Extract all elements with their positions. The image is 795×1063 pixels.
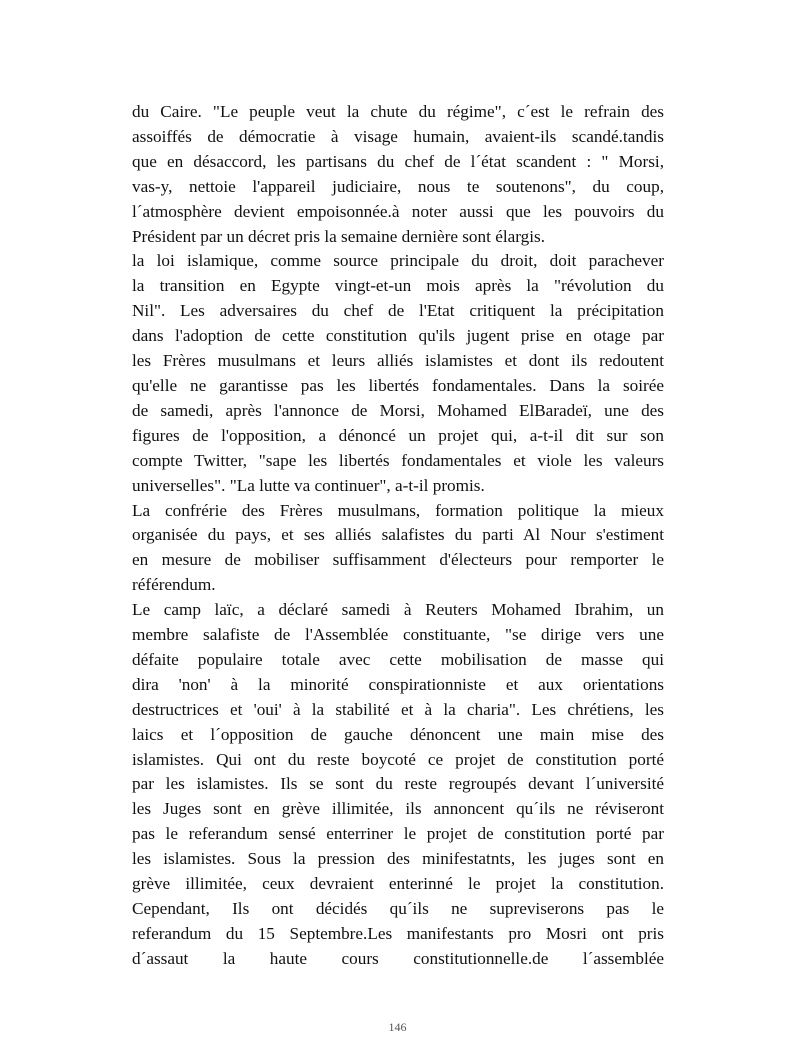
text-line: les islamistes. Sous la pression des minifestatnts, les juges sont en bbox=[132, 849, 664, 869]
text-line: les Frères musulmans et leurs alliés islamistes et dont ils redoutent bbox=[132, 351, 664, 371]
text-line: Président par un décret pris la semaine dernière sont élargis. bbox=[132, 226, 545, 246]
text-line: Cependant, Ils ont décidés qu´ils ne supreviserons pas le bbox=[132, 899, 664, 918]
text-line: l´atmosphère devient empoisonnée.à noter aussi que les pouvoirs du bbox=[132, 201, 664, 221]
text-line: en mesure de mobiliser suffisamment d'électeurs pour remporter le bbox=[132, 550, 664, 570]
text-line: universelles". "La lutte va continuer", a-t-il promis. bbox=[132, 475, 485, 495]
text-line: grève illimitée, ceux devraient enterinné le projet la constitution. bbox=[132, 874, 664, 894]
text-line: la transition en Egypte vingt-et-un mois après la "révolution du bbox=[132, 276, 664, 296]
text-line: dans l'adoption de cette constitution qu'ils jugent prise en otage par bbox=[132, 326, 664, 346]
text-line: défaite populaire totale avec cette mobilisation de masse qui bbox=[132, 649, 664, 669]
text-line: membre salafiste de l'Assemblée constituante, "se dirige vers une bbox=[132, 625, 664, 645]
text-line: figures de l'opposition, a dénoncé un projet qui, a-t-il dit sur son bbox=[132, 425, 664, 445]
text-line: pas le referandum sensé enterriner le projet de constitution porté par bbox=[132, 824, 664, 844]
text-line: du Caire. "Le peuple veut la chute du régime", c´est le refrain des bbox=[132, 102, 664, 121]
text-line: La confrérie des Frères musulmans, formation politique la mieux bbox=[132, 500, 664, 520]
text-line: organisée du pays, et ses alliés salafistes du parti Al Nour s'estiment bbox=[132, 525, 664, 545]
text-line: Nil". Les adversaires du chef de l'Etat critiquent la précipitation bbox=[132, 301, 664, 321]
text-line: referandum du 15 Septembre.Les manifestants pro Mosri ont pris bbox=[132, 923, 664, 943]
text-line: de samedi, après l'annonce de Morsi, Mohamed ElBaradeï, une des bbox=[132, 400, 664, 420]
text-line: laics et l´opposition de gauche dénoncent une main mise des bbox=[132, 724, 664, 744]
text-line: d´assaut la haute cours constitutionnelle.de l´assemblée bbox=[132, 948, 664, 968]
text-line: qu'elle ne garantisse pas les libertés fondamentales. Dans la soirée bbox=[132, 375, 664, 395]
text-line: que en désaccord, les partisans du chef de l´état scandent : " Morsi, bbox=[132, 151, 664, 171]
text-line: islamistes. Qui ont du reste boycoté ce projet de constitution porté bbox=[132, 749, 664, 769]
text-line: compte Twitter, "sape les libertés fondamentales et viole les valeurs bbox=[132, 450, 664, 470]
text-line: assoiffés de démocratie à visage humain, avaient-ils scandé.tandis bbox=[132, 126, 664, 146]
text-line: dira 'non' à la minorité conspirationniste et aux orientations bbox=[132, 674, 664, 694]
page-number: 146 bbox=[388, 1020, 407, 1034]
text-line: par les islamistes. Ils se sont du reste regroupés devant l´université bbox=[132, 774, 664, 794]
text-line: référendum. bbox=[132, 575, 216, 595]
text-line: destructrices et 'oui' à la stabilité et à la charia". Les chrétiens, les bbox=[132, 699, 664, 719]
text-line: vas-y, nettoie l'appareil judiciaire, nous te soutenons", du coup, bbox=[132, 176, 664, 196]
text-line: la loi islamique, comme source principale du droit, doit parachever bbox=[132, 251, 664, 271]
body-text bbox=[132, 100, 664, 972]
text-line: Le camp laïc, a déclaré samedi à Reuters Mohamed Ibrahim, un bbox=[132, 600, 664, 620]
text-line: les Juges sont en grève illimitée, ils annoncent qu´ils ne réviseront bbox=[132, 799, 664, 819]
